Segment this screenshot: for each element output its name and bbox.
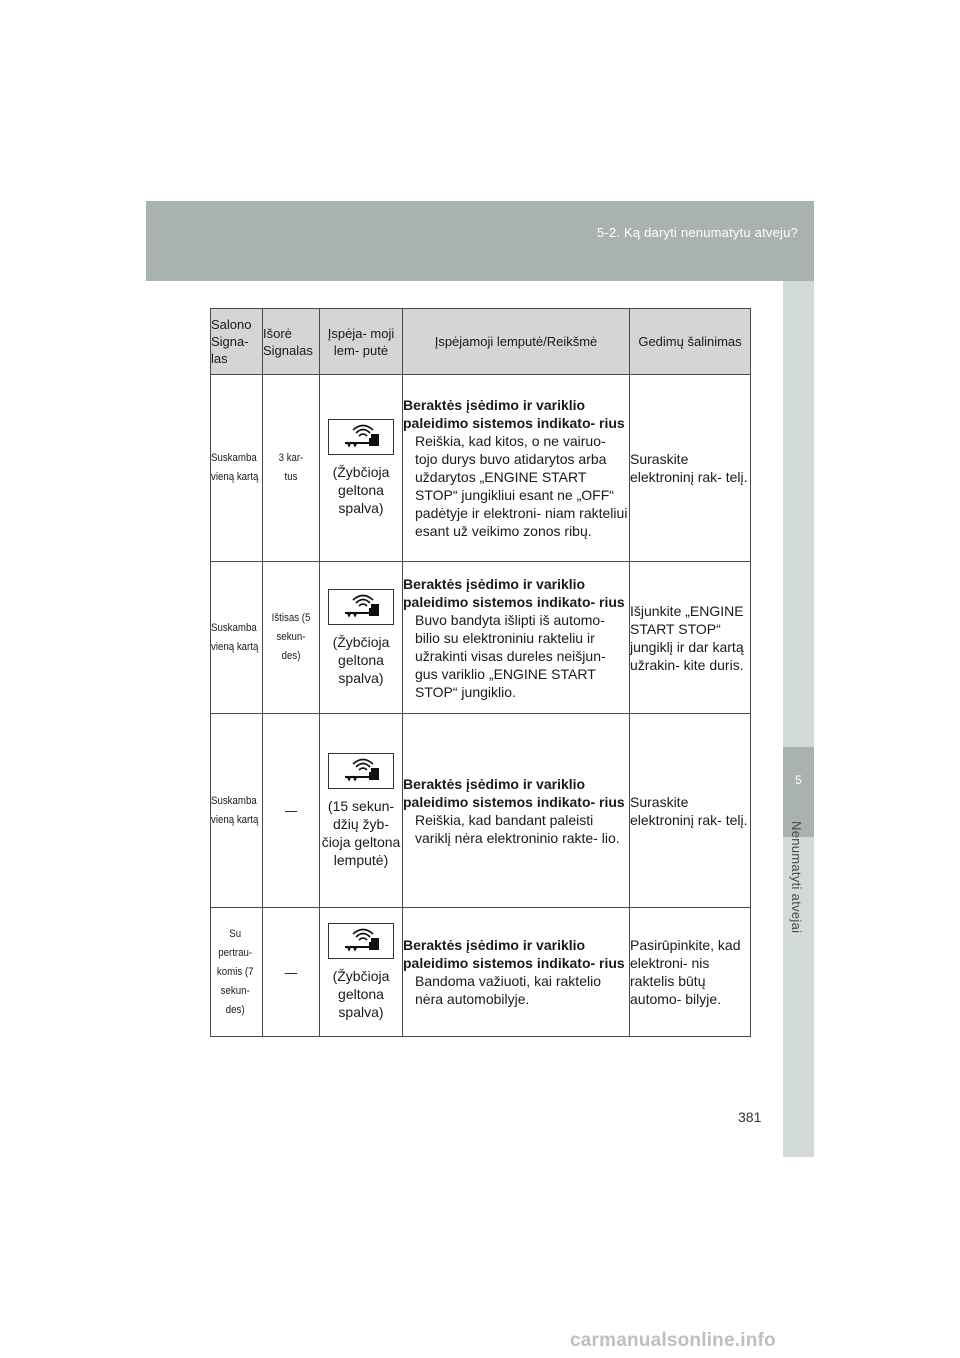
salono-signal: Su pertrau- komis (7 sekun- des) — [216, 927, 254, 1016]
page-number: 381 — [738, 1109, 762, 1125]
salono-signal: Suskamba vieną kartą — [211, 794, 259, 826]
salono-signal: Suskamba vieną kartą — [211, 621, 259, 653]
remedy-text: Pasirūpinkite, kad elektroni- nis raktelis būtų automo- bilyje. — [630, 937, 741, 1007]
isore-signal: — — [284, 802, 298, 818]
chapter-number: 5 — [795, 773, 802, 787]
smart-key-warning-icon — [328, 923, 394, 959]
smart-key-warning-icon — [328, 419, 394, 455]
isore-signal: — — [284, 963, 298, 980]
watermark: carmanualsonline.info — [570, 1330, 776, 1351]
header-isore: Išorė Signalas — [263, 309, 320, 375]
lempute-description: (15 sekun- džių žyb- čioja geltona lemputė) — [321, 797, 401, 868]
warning-title: Beraktės įsėdimo ir variklio paleidimo sistemos indikato- rius — [403, 575, 625, 610]
warning-title: Beraktės įsėdimo ir variklio paleidimo sistemos indikato- rius — [403, 775, 625, 810]
remedy-text: Suraskite elektroninį rak- telį. — [630, 793, 748, 828]
salono-signal: Suskamba vieną kartą — [211, 452, 259, 483]
smart-key-warning-icon — [328, 589, 394, 625]
section-title: 5-2. Ką daryti nenumatytu atveju? — [597, 225, 798, 240]
smart-key-warning-icon — [328, 753, 394, 789]
header-gedimu-salinimas: Gedimų šalinimas — [630, 309, 751, 375]
remedy-text: Suraskite elektroninį rak- telį. — [630, 451, 748, 485]
table-row — [211, 375, 751, 562]
header-reiksme: Įspėjamoji lemputė/Reikšmė — [403, 309, 630, 375]
warning-title: Beraktės įsėdimo ir variklio paleidimo sistemos indikato- rius — [403, 397, 625, 431]
warning-table — [210, 308, 751, 1037]
isore-signal: Ištisas (5 sekun- des) — [271, 612, 311, 662]
table-row — [211, 562, 751, 714]
header-ispejamoji-lempute: Įspėja- moji lem- putė — [320, 309, 403, 375]
section-header — [146, 201, 814, 281]
isore-signal: 3 kar- tus — [278, 452, 304, 483]
lempute-description: (Žybčioja geltona spalva) — [332, 633, 390, 686]
warning-meaning: Reiškia, kad kitos, o ne vairuo- tojo durys buvo atidarytos arba uždarytos „ENGINE START STOP“ jungikliui esant ne „OFF“ padėtyje ir elektroni- niam rakteliui esant už veikimo zonos ribų. — [415, 433, 628, 539]
warning-meaning: Buvo bandyta išlipti iš automo- bilio su elektroniniu rakteliu ir užrakinti visas dureles neišjun- gus variklio „ENGINE START STOP“ jungiklio. — [415, 611, 606, 700]
table-row — [211, 714, 751, 908]
warning-title: Beraktės įsėdimo ir variklio paleidimo sistemos indikato- rius — [403, 937, 625, 971]
chapter-label: Nenumatyti atvejai — [789, 821, 804, 934]
table-header-row — [211, 309, 751, 375]
table-row — [211, 908, 751, 1037]
warning-meaning: Bandoma važiuoti, kai raktelio nėra automobilyje. — [415, 973, 601, 1007]
lempute-description: (Žybčioja geltona spalva) — [332, 968, 390, 1020]
header-salono: Salono Signa- las — [211, 309, 263, 375]
remedy-text: Išjunkite „ENGINE START STOP“ jungiklį ir dar kartą užrakin- kite duris. — [630, 602, 744, 673]
lempute-description: (Žybčioja geltona spalva) — [332, 464, 390, 516]
warning-meaning: Reiškia, kad bandant paleisti variklį nėra elektroninio rakte- lio. — [415, 811, 620, 846]
chapter-side-tab — [783, 281, 814, 1157]
